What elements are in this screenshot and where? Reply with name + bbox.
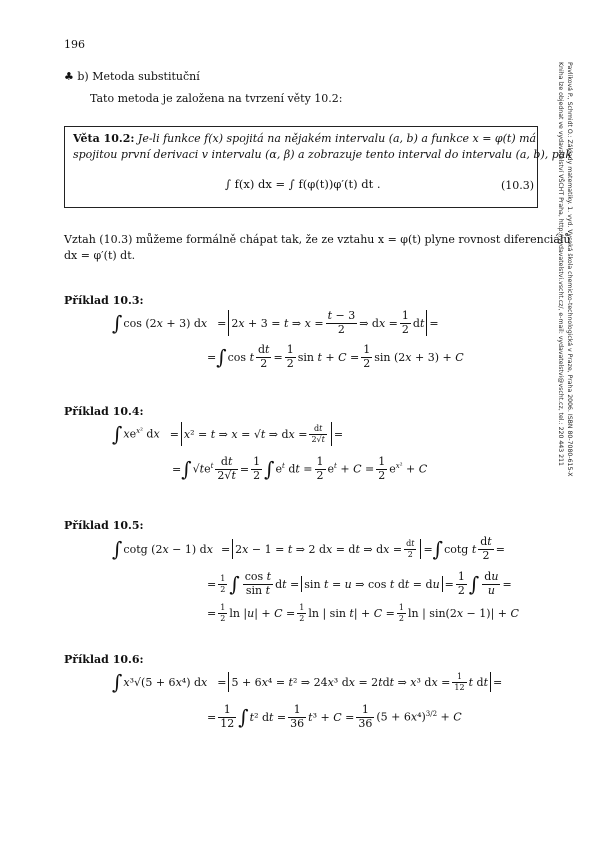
example-10-5-line-3: = $\frac{1}{2}$ ln |u| + C = $\frac{1}{2}$ ln | sin t| + C = $\frac{1}{2}$ ln | sin(2x − 1)| + C bbox=[207, 603, 519, 623]
side-note-line-1: Pavlíková P., Schmidt O.: Základy matematiky. 1. vyd. Vysoká škola chemicko-technologická v Praze, Praha 2006. ISBN 80-7080-615-X bbox=[566, 62, 573, 477]
theorem-text-1: Je-li funkce f(x) spojitá na nějakém intervalu (a, b) a funkce x = φ(t) má bbox=[137, 132, 537, 145]
example-10-6-line-2: = $\frac{1}{12}$ ∫ t² dt = $\frac{1}{36}$ t³ + C = $\frac{1}{36}$ $(5 + 6x^4)^{3/2} + C$ bbox=[207, 702, 462, 730]
intro-text: Tato metoda je založena na tvrzení věty 10.2: bbox=[90, 92, 343, 105]
example-10-5-line-1: ∫ cotg (2x − 1) dx = 2x − 1 = t ⇒ 2 dx = dt ⇒ dx = $\frac{dt}{2}$ = ∫ cotg t $\frac{dt}{2}$ = bbox=[112, 534, 505, 562]
example-10-6-line-1: ∫ x³√(5 + 6x⁴) dx = 5 + 6x⁴ = t² ⇒ 24x³ dx = 2tdt ⇒ x³ dx = $\frac{1}{12}$ t dt = bbox=[112, 670, 503, 694]
side-note-line-2: Kniha lze objednat ve vydavatelství VŠCHT Praha, http://vydavatelstvi.vscht.cz/, e-mail: vydavatelstvi@vscht.cz, tel.: 220 443 211 bbox=[557, 62, 564, 466]
section-title: b) Metoda substituční bbox=[77, 70, 200, 83]
side-note bbox=[557, 62, 584, 477]
remark-line-1: Vztah (10.3) můžeme formálně chápat tak, že ze vztahu x = φ(t) plyne rovnost diferenciálů bbox=[64, 233, 571, 246]
theorem-line-2: spojitou první derivaci v intervalu (α, β) a zobrazuje tento interval do intervalu (a, b), pak bbox=[73, 148, 573, 161]
example-title: Příklad 10.4: bbox=[64, 405, 144, 418]
example-10-4-line-2: = ∫ $√te^t$ $\frac{dt}{2√t}$ = $\frac{1}{2}$ ∫ $e^t$ dt = $\frac{1}{2}$ $e^t + C$ = $\frac{1}{2}$ $e^{x^2} + C$ bbox=[172, 454, 428, 482]
section-heading bbox=[64, 70, 200, 83]
example-10-3-line-2: = ∫ cos t $\frac{dt}{2}$ = $\frac{1}{2}$ sin t + C = $\frac{1}{2}$ sin (2x + 3) + C bbox=[207, 342, 464, 370]
example-10-5-line-2: = $\frac{1}{2}$ ∫ $\frac{\text{cos t}}{\text{sin t}}$ dt = sin t = u ⇒ cos t dt = du = $\frac{1}{2}$ ∫ $\frac{du}{u}$ = bbox=[207, 569, 512, 597]
theorem-box bbox=[64, 126, 573, 208]
club-icon: ♣ bbox=[64, 70, 74, 83]
page-number: 196 bbox=[64, 38, 85, 51]
example-10-4-line-1: ∫ $xe^{x^2}$ dx = x² = t ⇒ x = √t ⇒ dx = $\frac{dt}{2√t}$ = bbox=[112, 422, 344, 446]
theorem-line-1 bbox=[73, 132, 536, 145]
equation-number: (10.3) bbox=[501, 179, 535, 192]
example-title: Příklad 10.6: bbox=[64, 653, 144, 666]
example-title: Příklad 10.5: bbox=[64, 519, 144, 532]
theorem-formula: ∫ f(x) dx = ∫ f(φ(t))φ′(t) dt . bbox=[225, 177, 381, 191]
example-title: Příklad 10.3: bbox=[64, 294, 144, 307]
theorem-label: Věta 10.2: bbox=[73, 132, 135, 145]
remark-line-2: dx = φ′(t) dt. bbox=[64, 249, 136, 262]
example-10-3-line-1: ∫ cos (2x + 3) dx = 2x + 3 = t ⇒ x = $\frac{t - 3}{2}$ ⇒ dx = $\frac{1}{2}$ dt = bbox=[112, 308, 439, 336]
